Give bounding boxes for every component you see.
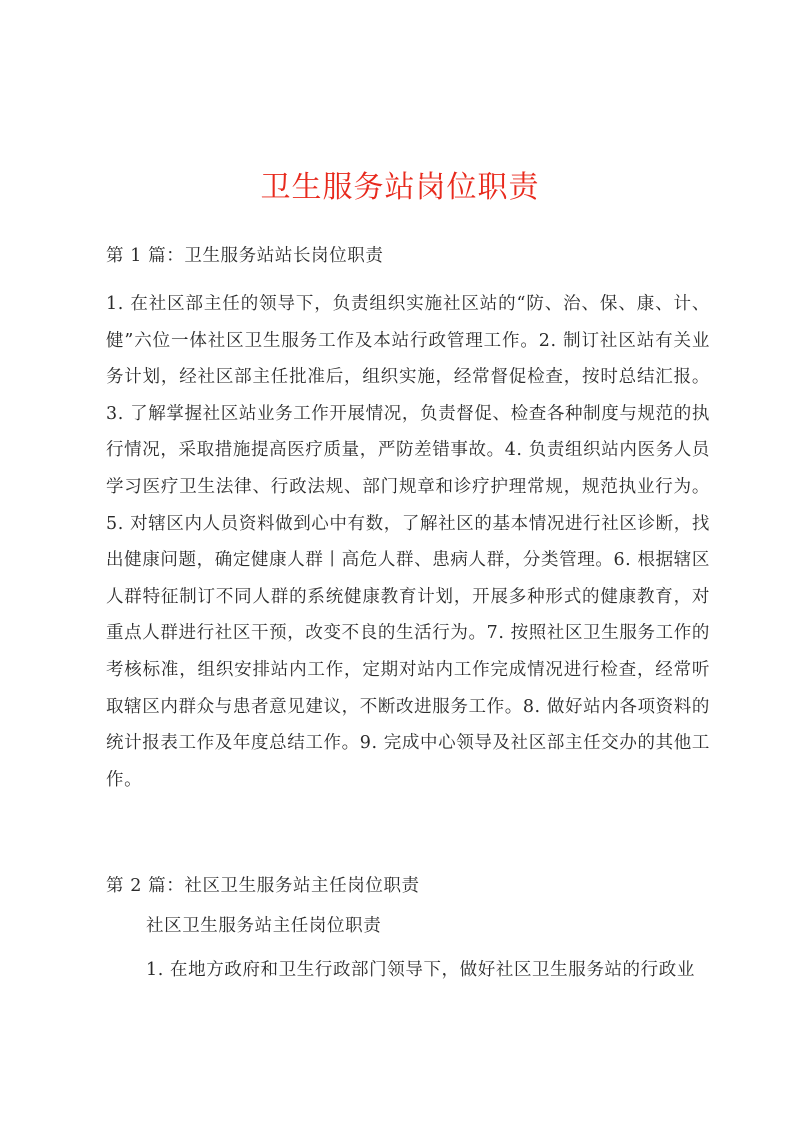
section-2-heading: 第 2 篇：社区卫生服务站主任岗位职责 <box>106 876 420 896</box>
document-title: 卫生服务站岗位职责 <box>260 170 540 205</box>
section-1-body: 1. 在社区部主任的领导下，负责组织实施社区站的“防、治、保、康、计、健”六位一体社区卫生服务工作及本站行政管理工作。2. 制订社区站有关业务计划，经社区部主任批准后，组织实施，经常督促检查，按时总结汇报。3. 了解掌握社区站业务工作开展情况，负责督促、检查各种制度与规范的执行情况，采取措施提高医疗质量，严防差错事故。4. 负责组织站内医务人员学习医疗卫生法律、行政法规、部门规章和诊疗护理常规，规范执业行为。5. 对辖区内人员资料做到心中有数，了解社区的基本情况进行社区诊断，找出健康问题，确定健康人群丨高危人群、患病人群，分类管理。6. 根据辖区人群特征制订不同人群的系统健康教育计划，开展多种形式的健康教育，对重点人群进行社区干预，改变不良的生活行为。7. 按照社区卫生服务工作的考核标准，组织安排站内工作，定期对站内工作完成情况进行检查，经常听取辖区内群众与患者意见建议，不断改进服务工作。8. 做好站内各项资料的统计报表工作及年度总结工作。9. 完成中心领导及社区部主任交办的其他工作。 <box>106 294 710 790</box>
section-1-heading: 第 1 篇：卫生服务站站长岗位职责 <box>106 246 384 266</box>
section-2-subheading: 社区卫生服务站主任岗位职责 <box>146 916 382 936</box>
section-2-item-1: 1. 在地方政府和卫生行政部门领导下，做好社区卫生服务站的行政业 <box>146 960 695 980</box>
